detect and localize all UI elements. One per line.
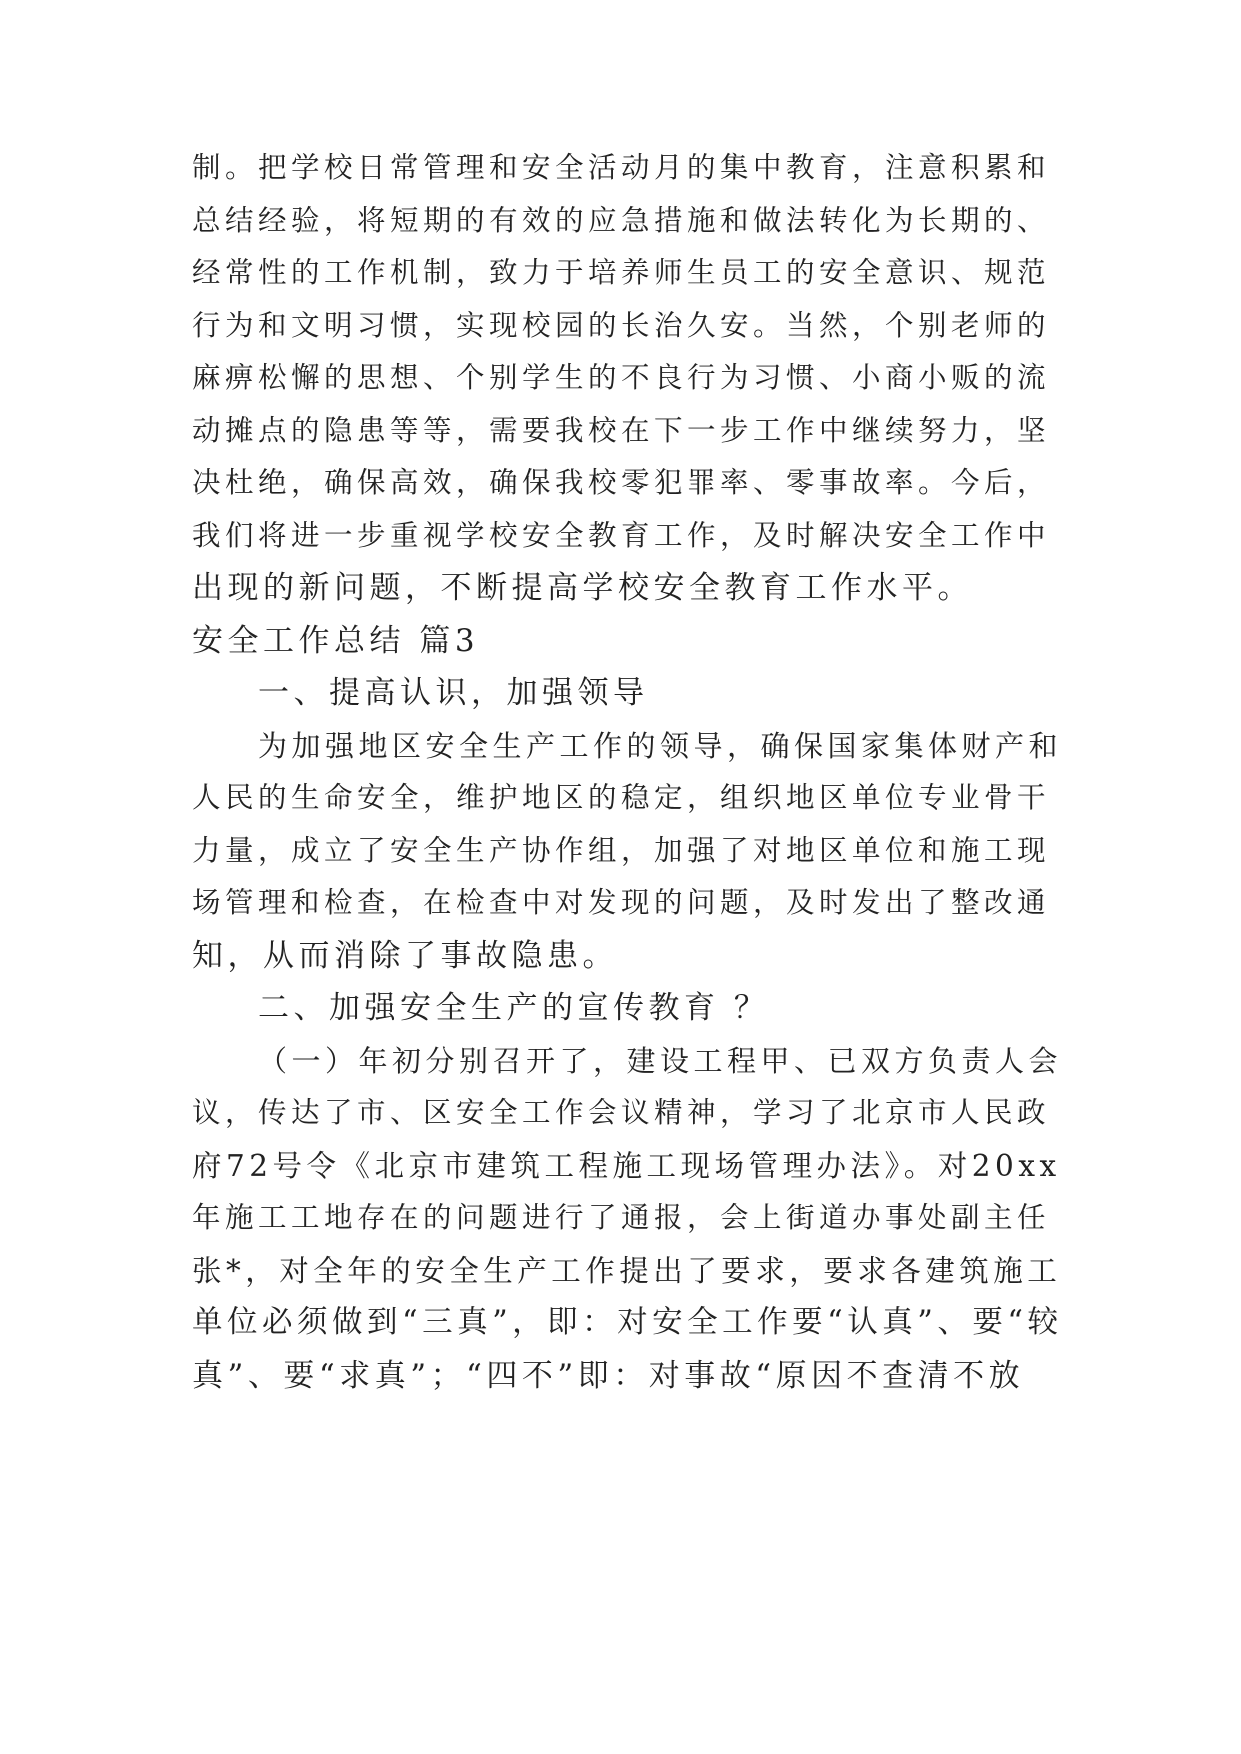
body-text-line: 我们将进一步重视学校安全教育工作，及时解决安全工作中 [192,519,1051,552]
body-text-line: 总结经验，将短期的有效的应急措施和做法转化为长期的、 [192,204,1051,237]
subsection-heading: 二、加强安全生产的宣传教育 ？ [258,990,770,1026]
body-text-line: 场管理和检查，在检查中对发现的问题，及时发出了整改通 [192,886,1051,919]
body-text-line: 张*，对全年的安全生产工作提出了要求，要求各建筑施工 [192,1254,1062,1288]
body-text-line: 麻痹松懈的思想、个别学生的不良行为习惯、小商小贩的流 [192,361,1051,394]
body-text-line: 府72号令《北京市建筑工程施工现场管理办法》。对20xx [192,1149,1061,1183]
section-heading: 安全工作总结 篇3 [192,623,480,659]
body-text-line: 制。把学校日常管理和安全活动月的集中教育，注意积累和 [192,151,1051,184]
body-text-line: 力量，成立了安全生产协作组，加强了对地区单位和施工现 [192,834,1051,867]
body-text-line: 行为和文明习惯，实现校园的长治久安。当然，个别老师的 [192,309,1051,342]
body-text-line: 出现的新问题，不断提高学校安全教育工作水平。 [192,570,973,606]
body-text-line: 年施工工地存在的问题进行了通报，会上街道办事处副主任 [192,1201,1051,1234]
body-text-line: 人民的生命安全，维护地区的稳定，组织地区单位专业骨干 [192,781,1051,814]
body-text-line: （一）年初分别召开了，建设工程甲、已双方负责人会 [258,1044,1063,1078]
body-text-line: 知，从而消除了事故隐患。 [192,938,618,974]
body-text-line: 动摊点的隐患等等，需要我校在下一步工作中继续努力，坚 [192,414,1051,447]
body-text-line: 决杜绝，确保高效，确保我校零犯罪率、零事故率。今后， [192,466,1051,499]
body-text-line: 真”、要“求真”；“四不”即：对事故“原因不查清不放 [192,1358,1025,1394]
body-text-line: 为加强地区安全生产工作的领导，确保国家集体财产和 [258,729,1063,763]
subsection-heading: 一、提高认识，加强领导 [258,675,649,711]
body-text-line: 单位必须做到“三真”，即：对安全工作要“认真”、要“较 [192,1305,1063,1340]
body-text-line: 议，传达了市、区安全工作会议精神，学习了北京市人民政 [192,1096,1051,1129]
body-text-line: 经常性的工作机制，致力于培养师生员工的安全意识、规范 [192,256,1051,289]
